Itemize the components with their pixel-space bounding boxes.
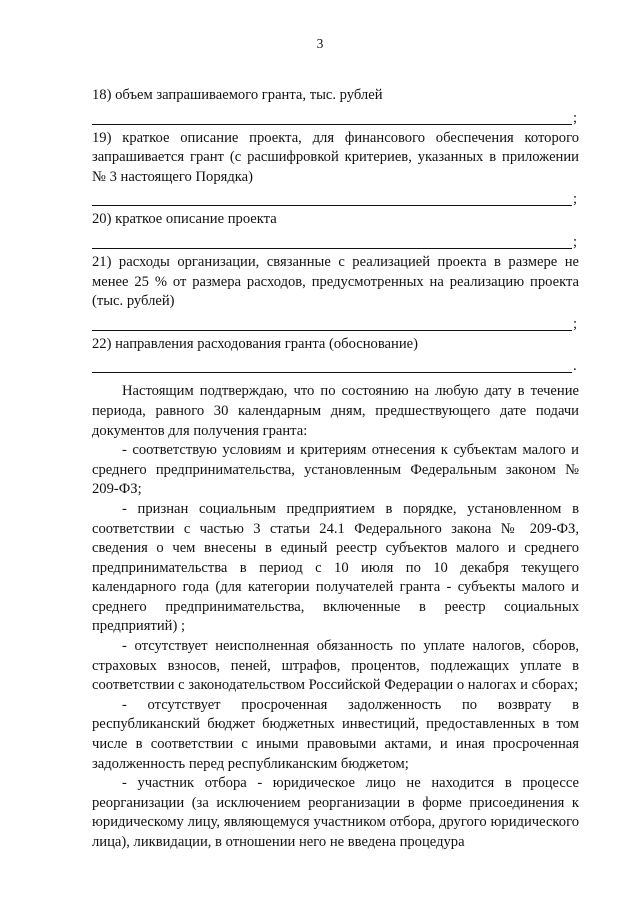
fill-line [92, 358, 572, 373]
fill-line [92, 191, 572, 206]
item-18-label: 18) объем запрашиваемого гранта, тыс. рублей [92, 87, 383, 103]
confirmation-bullet: - участник отбора - юридическое лицо не находится в процессе реорганизации (за исключением реорганизации в форме присоединения к юридическому лицу, являющемуся участником отбора, другого юридического лица), ликвидации, в отношении него не введена процедура [92, 775, 579, 850]
document-body [92, 86, 579, 853]
line-end-punctuation: ; [573, 233, 578, 250]
item-22-blank-line [92, 354, 579, 373]
line-end-punctuation: . [573, 358, 577, 375]
line-end-punctuation: ; [573, 315, 578, 332]
confirmation-bullet: - отсутствует неисполненная обязанность по уплате налогов, сборов, страховых взносов, пеней, штрафов, процентов, подлежащих уплате в соответствии с законодательством Российской Федерации о налогах и сборах; [92, 638, 579, 694]
item-18-blank-line [92, 106, 579, 125]
line-end-punctuation: ; [573, 109, 578, 126]
item-21-blank-line [92, 312, 579, 331]
item-20-blank-line [92, 230, 579, 249]
fill-line [92, 234, 572, 249]
item-19-blank-line [92, 187, 579, 206]
item-22-label: 22) направления расходования гранта (обоснование) [92, 335, 418, 352]
item-20-label: 20) краткое описание проекта [92, 211, 277, 228]
line-end-punctuation: ; [573, 191, 578, 208]
page-number: 3 [316, 36, 324, 51]
confirmation-bullet: - отсутствует просроченная задолженность по возврату в республиканский бюджет бюджетных инвестиций, предоставленных в том числе в соответствии с иными правовыми актами, и иная просроченная задолженность перед республиканским бюджетом; [92, 696, 579, 772]
item-21-label: 21) расходы организации, связанные с реализацией проекта в размере не менее 25 % от размера расходов, предусмотренных на реализацию проекта (тыс. рублей) [92, 253, 579, 310]
fill-line [92, 110, 572, 125]
fill-line [92, 316, 572, 331]
item-19-label: 19) краткое описание проекта, для финансового обеспечения которого запрашивается грант (с расшифровкой критериев, указанных в приложении № 3 настоящего Порядка) [92, 129, 579, 185]
confirmation-bullet: - соответствую условиям и критериям отнесения к субъектам малого и среднего предпринимательства, установленным Федеральным законом № 209-ФЗ; [92, 442, 579, 498]
confirmation-intro: Настоящим подтверждаю, что по состоянию на любую дату в течение периода, равного 30 календарным дням, предшествующего дате подачи документов для получения гранта: [92, 383, 579, 439]
confirmation-bullet: - признан социальным предприятием в порядке, установленном в соответствии с частью 3 статьи 24.1 Федерального закона № 209-ФЗ, сведения о чем внесены в единый реестр субъектов малого и среднего предпринимательства в период с 10 июля по 10 декабря текущего календарного года (для категории получателей гранта - субъекты малого и среднего предпринимательства, включенные в реестр социальных предприятий) ; [92, 500, 579, 635]
